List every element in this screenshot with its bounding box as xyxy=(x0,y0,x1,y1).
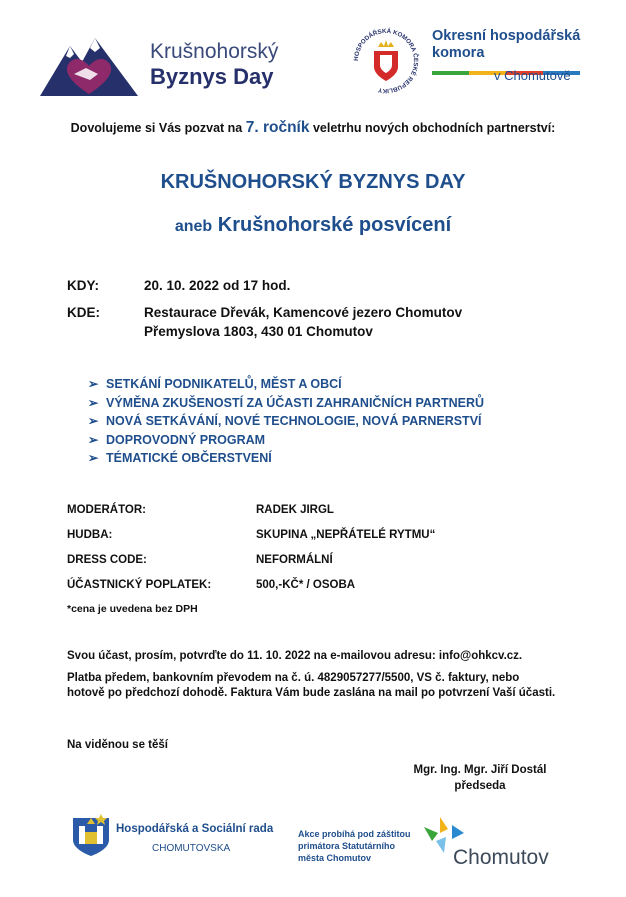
price-note: *cena je uvedena bez DPH xyxy=(67,603,198,615)
list-item xyxy=(88,394,484,413)
arrow-bullet-icon: ➢ xyxy=(88,451,99,465)
where-value-line2: Přemyslova 1803, 430 01 Chomutov xyxy=(144,324,373,339)
ohk-line2: komora xyxy=(432,45,485,61)
seal-text: HOSPODÁŘSKÁ KOMORA ČESKÉ REPUBLIKY xyxy=(352,27,420,95)
when-label: KDY: xyxy=(67,278,99,293)
where-value-line1: Restaurace Dřevák, Kamencové jezero Chomutov xyxy=(144,305,463,320)
list-item xyxy=(88,375,484,394)
ohk-line3: v Chomutově xyxy=(494,68,571,83)
signature xyxy=(400,762,560,794)
signature-name: Mgr. Ing. Mgr. Jiří Dostál xyxy=(413,764,547,776)
dress-code-label: DRESS CODE: xyxy=(67,554,147,566)
list-item-text: SETKÁNÍ PODNIKATELŮ, MĚST A OBCÍ xyxy=(106,377,342,391)
closing-text: Na viděnou se těší xyxy=(67,739,168,751)
ohk-line1: Okresní hospodářská xyxy=(432,28,581,44)
fee-value: 500,-KČ* / OSOBA xyxy=(256,579,356,591)
kbd-logo-line1: Krušnohorský xyxy=(150,40,279,63)
list-item-text: TÉMATICKÉ OBČERSTVENÍ xyxy=(106,451,272,465)
list-item xyxy=(88,449,484,468)
invite-line xyxy=(0,119,626,137)
fee-label: ÚČASTNICKÝ POPLATEK: xyxy=(67,579,212,591)
dress-code-value: NEFORMÁLNÍ xyxy=(256,554,333,566)
invite-suffix: veletrhu nových obchodních partnerství: xyxy=(309,121,556,135)
hsr-line1: Hospodářská a Sociální rada xyxy=(116,823,274,835)
moderator-value: RADEK JIRGL xyxy=(256,504,334,516)
list-item-text: DOPROVODNÝ PROGRAM xyxy=(106,432,266,447)
signature-role: předseda xyxy=(454,780,506,792)
arrow-bullet-icon: ➢ xyxy=(88,395,99,410)
invite-prefix: Dovolujeme si Vás pozvat na xyxy=(70,121,246,135)
confirm-text: Svou účast, prosím, potvrďte do 11. 10. 2022 na e-mailovou adresu: info@ohkcv.cz. xyxy=(67,650,523,662)
chomutov-logo-text: Chomutov xyxy=(453,846,549,869)
moderator-label: MODERÁTOR: xyxy=(67,504,147,516)
arrow-bullet-icon: ➢ xyxy=(88,414,99,428)
payment-line1: Platba předem, bankovním převodem na č. ú. 4829057277/5500, VS č. faktury, nebo xyxy=(67,672,520,684)
music-label: HUDBA: xyxy=(67,529,113,541)
mountain-handshake-icon xyxy=(40,34,140,104)
list-item xyxy=(88,412,484,431)
payment-line2: hotově po předchozí dohodě. Faktura Vám bude zaslána na mail po potvrzení Vaší účasti. xyxy=(67,687,556,699)
music-value: SKUPINA „NEPŘÁTELÉ RYTMU“ xyxy=(256,529,436,541)
list-item-text: NOVÁ SETKÁVÁNÍ, NOVÉ TECHNOLOGIE, NOVÁ PARNERSTVÍ xyxy=(106,414,482,428)
chamber-seal-icon xyxy=(350,25,422,97)
event-title: KRUŠNOHORSKÝ BYZNYS DAY xyxy=(160,171,466,193)
event-subtitle xyxy=(0,214,626,237)
event-subtitle-main: Krušnohorské posvícení xyxy=(212,214,452,236)
event-subtitle-prefix: aneb xyxy=(174,218,213,235)
hsr-line2: CHOMUTOVSKA xyxy=(152,843,231,854)
invite-highlight: 7. ročník xyxy=(245,119,310,136)
patronage-text: Akce probíhá pod záštitou primátora Statutárního města Chomutov xyxy=(298,829,411,863)
program-list xyxy=(88,375,484,468)
list-item-text: VÝMĚNA ZKUŠENOSTÍ ZA ÚČASTI ZAHRANIČNÍCH PARTNERŮ xyxy=(106,395,485,410)
when-value: 20. 10. 2022 od 17 hod. xyxy=(144,278,291,293)
list-item xyxy=(88,431,484,450)
kbd-logo-line2: Byznys Day xyxy=(150,64,274,89)
ohk-color-bar xyxy=(432,62,580,66)
where-label: KDE: xyxy=(67,305,100,320)
arrow-bullet-icon: ➢ xyxy=(88,377,99,391)
arrow-bullet-icon: ➢ xyxy=(88,432,99,447)
city-coat-of-arms-icon xyxy=(71,814,111,858)
